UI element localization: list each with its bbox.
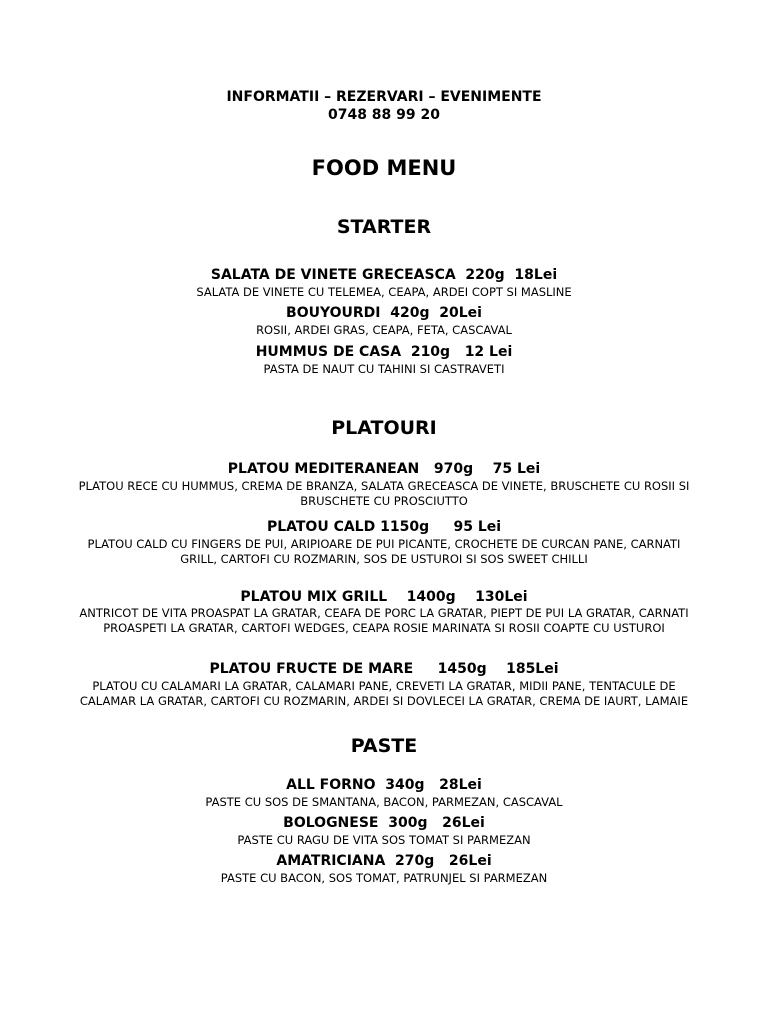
section-heading-starter: STARTER	[336, 216, 432, 238]
item-name-amatriciana: AMATRICIANA 270g 26Lei	[276, 853, 492, 869]
item-name-platou-cald: PLATOU CALD 1150g 95 Lei	[266, 519, 502, 535]
section-heading-platouri: PLATOURI	[331, 417, 437, 439]
item-description-platou-mediteranean: PLATOU RECE CU HUMMUS, CREMA DE BRANZA, SALATA GRECEASCA DE VINETE, BRUSCHETE CU ROSII SI BRUSCHETE CU PROSCIUTTO	[78, 479, 690, 508]
item-name-bolognese: BOLOGNESE 300g 26Lei	[283, 815, 485, 831]
item-description-amatriciana: PASTE CU BACON, SOS TOMAT, PATRUNJEL SI PARMEZAN	[220, 871, 548, 885]
item-name-bouyourdi: BOUYOURDI 420g 20Lei	[286, 305, 482, 321]
item-description-bolognese: PASTE CU RAGU DE VITA SOS TOMAT SI PARMEZAN	[237, 833, 531, 847]
info-line: INFORMATII – REZERVARI – EVENIMENTE	[226, 89, 542, 105]
item-description-all-forno: PASTE CU SOS DE SMANTANA, BACON, PARMEZAN, CASCAVAL	[205, 795, 563, 809]
menu-title: FOOD MENU	[311, 156, 457, 180]
item-description-salata-de-vinete: SALATA DE VINETE CU TELEMEA, CEAPA, ARDEI COPT SI MASLINE	[196, 285, 572, 299]
item-description-platou-fructe-de-mare: PLATOU CU CALAMARI LA GRATAR, CALAMARI PANE, CREVETI LA GRATAR, MIDII PANE, TENTACULE DE CALAMAR LA GRATAR, CARTOFI CU ROZMARIN, ARDEI SI DOVLECEI LA GRATAR, CREMA DE IAURT, LAMAIE	[79, 679, 689, 708]
section-heading-paste: PASTE	[350, 735, 418, 757]
item-name-salata-de-vinete: SALATA DE VINETE GRECEASCA 220g 18Lei	[210, 267, 558, 283]
item-name-platou-fructe-de-mare: PLATOU FRUCTE DE MARE 1450g 185Lei	[209, 661, 559, 677]
item-name-all-forno: ALL FORNO 340g 28Lei	[286, 777, 482, 793]
phone-number: 0748 88 99 20	[327, 107, 441, 123]
item-name-platou-mix-grill: PLATOU MIX GRILL 1400g 130Lei	[240, 589, 528, 605]
item-name-hummus: HUMMUS DE CASA 210g 12 Lei	[255, 344, 513, 360]
item-name-platou-mediteranean: PLATOU MEDITERANEAN 970g 75 Lei	[227, 461, 541, 477]
item-description-platou-cald: PLATOU CALD CU FINGERS DE PUI, ARIPIOARE DE PUI PICANTE, CROCHETE DE CURCAN PANE, CARNATI GRILL, CARTOFI CU ROZMARIN, SOS DE USTUROI SI SOS SWEET CHILLI	[87, 537, 681, 566]
item-description-hummus: PASTA DE NAUT CU TAHINI SI CASTRAVETI	[263, 362, 505, 376]
item-description-platou-mix-grill: ANTRICOT DE VITA PROASPAT LA GRATAR, CEAFA DE PORC LA GRATAR, PIEPT DE PUI LA GRATAR, CARNATI PROASPETI LA GRATAR, CARTOFI WEDGES, CEAPA ROSIE MARINATA SI ROSII COAPTE CU USTUROI	[79, 606, 689, 635]
item-description-bouyourdi: ROSII, ARDEI GRAS, CEAPA, FETA, CASCAVAL	[256, 323, 512, 337]
